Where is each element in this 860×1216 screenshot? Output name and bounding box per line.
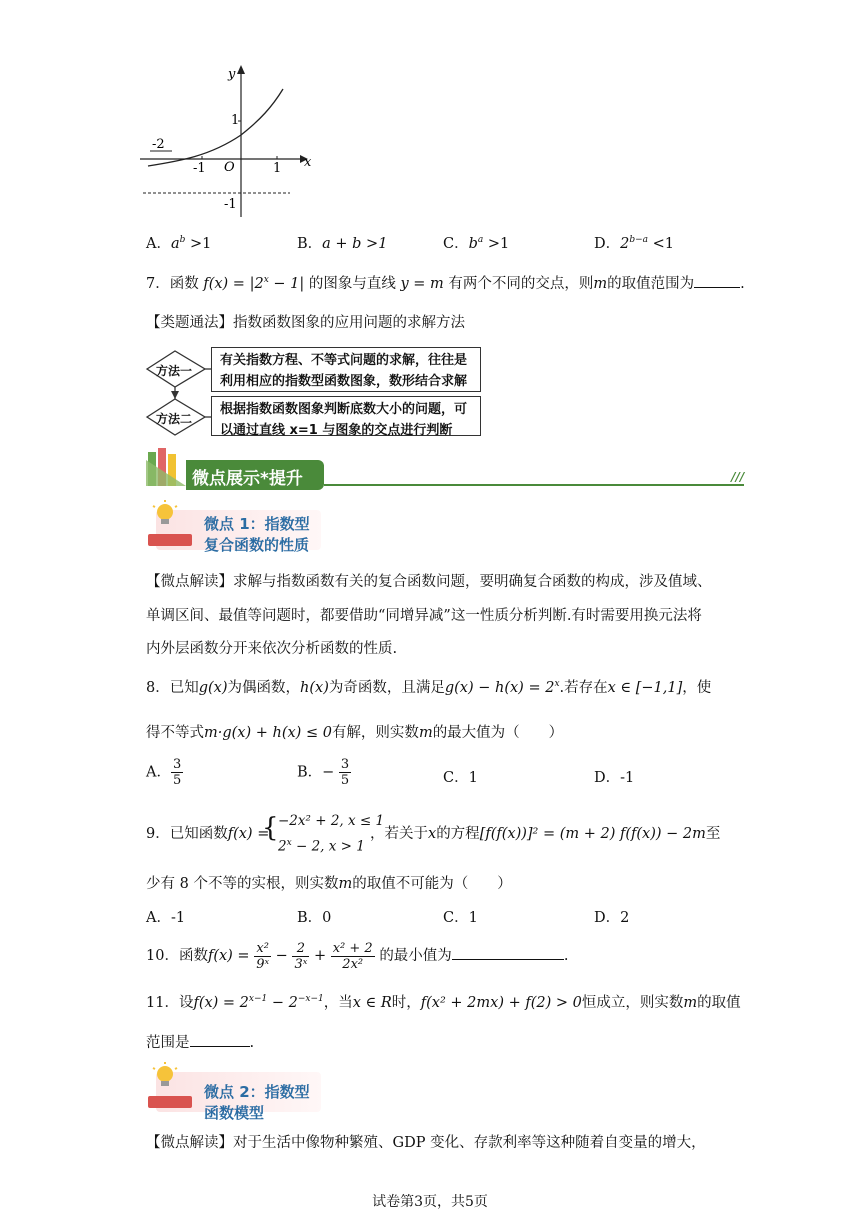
micro-1-read-line-2: 单调区间、最值等问题时，都要借助“同增异减”这一性质分析判断.有时需要用换元法将 (146, 608, 702, 624)
q9-option-b: B．0 (297, 910, 332, 926)
exponential-graph (140, 60, 320, 220)
micro-1-title: 微点 1：指数型复合函数的性质 (204, 515, 310, 554)
svg-text:-1: -1 (193, 161, 206, 176)
book-icon (148, 1096, 192, 1108)
lightbulb-icon (150, 500, 180, 530)
piecewise-cases: −2x² + 2, x ≤ 1 $2^x - 2$, x > 1 (278, 813, 385, 855)
micro-2-read-line-1: 【微点解读】对于生活中像物种繁殖、GDP 变化、存款利率等这种随着自变量的增大， (146, 1135, 706, 1151)
micro-2-header (146, 1062, 321, 1122)
svg-text:-2: -2 (152, 137, 165, 152)
question-9-line-1-tail: ，若关于x的方程[f(f(x))]² = (m + 2) f(f(x)) − 2m至 (370, 826, 721, 842)
q8-option-a: A． $\frac{3}{5}$ (146, 757, 182, 788)
micro-2-title: 微点 2：指数型函数模型 (204, 1083, 310, 1122)
q6-option-a: A．$a^b >1$ (146, 235, 212, 252)
svg-text:1: 1 (273, 161, 282, 176)
page-footer: 试卷第3页，共5页 (372, 1194, 488, 1210)
q8-option-c: C．1 (443, 770, 478, 786)
q8-option-d: D．-1 (594, 770, 635, 786)
question-9-line-1: 9．已知函数f(x) = (146, 826, 270, 842)
q6-option-d: D．$2^{b-a} <1$ (594, 235, 675, 252)
method-1-label: 方法一 (156, 364, 193, 378)
method-2-label: 方法二 (156, 412, 193, 426)
svg-text:y: y (228, 67, 236, 82)
q9-option-c: C．1 (443, 910, 478, 926)
question-11-line-2: 范围是 . (146, 1035, 255, 1051)
q6-option-c: C．$b^a >1$ (443, 235, 510, 252)
svg-text:O: O (224, 160, 235, 175)
micro-1-read-line-3: 内外层函数分开来依次分析函数的性质. (146, 641, 398, 657)
q8-option-b: B．− $\frac{3}{5}$ (297, 757, 350, 788)
svg-text:-1: -1 (224, 197, 237, 212)
micro-1-header (146, 500, 321, 552)
micro-1-read-line-1: 【微点解读】求解与指数函数有关的复合函数问题，要明确复合函数的构成，涉及值域、 (146, 574, 712, 590)
q6-option-b: B．a + b >1 (297, 236, 388, 252)
answer-blank[interactable] (694, 287, 740, 288)
answer-blank[interactable] (190, 1046, 250, 1047)
question-8-line-1: 8．已知g(x)为偶函数，h(x)为奇函数，且满足$g(x) - h(x) = 2^x$.若存在x ∈ [−1,1]，使 (146, 679, 712, 696)
banner-marks: /// (731, 470, 745, 484)
question-7: 7．函数 $f(x) = |2^x - 1|$ 的图象与直线 y = m 有两个不同的交点，则m的取值范围为 . (146, 275, 745, 292)
banner-title: 微点展示*提升 (192, 469, 303, 489)
method-2-box: 根据指数函数图象判断底数大小的问题，可以通过直线 x=1 与图象的交点进行判断 (211, 396, 481, 436)
q9-option-d: D．2 (594, 910, 630, 926)
question-8-line-2: 得不等式m·g(x) + h(x) ≤ 0有解，则实数m的最大值为（ ） (146, 725, 564, 741)
q9-option-a: A．-1 (146, 910, 186, 926)
question-10: 10．函数f(x) = $\frac{\text{x²}}{\text{9ˣ}}$ − $\frac{2}{\text{3ˣ}}$ + $\frac{\text{x² + 2}}{\text{2x²}}$ 的最小值为 . (146, 940, 569, 972)
method-1-box: 有关指数方程、不等式问题的求解，往往是利用相应的指数型函数图象，数形结合求解 (211, 347, 481, 392)
question-9-line-2: 少有 8 个不等的实根，则实数m的取值不可能为（ ） (146, 876, 512, 892)
question-11-line-1: 11．设$f(x) = 2^{x-1} - 2^{-x-1}$，当x ∈ R时，f(x² + 2mx) + f(2) > 0恒成立，则实数m的取值 (146, 994, 741, 1011)
lightbulb-icon (150, 1062, 180, 1092)
piecewise-brace: { (262, 813, 279, 843)
answer-blank[interactable] (452, 959, 564, 960)
section-banner (146, 446, 746, 492)
svg-text:1: 1 (231, 113, 240, 128)
book-icon (148, 534, 192, 546)
method-title: 【类题通法】指数函数图象的应用问题的求解方法 (146, 315, 465, 331)
svg-text:x: x (304, 155, 312, 170)
